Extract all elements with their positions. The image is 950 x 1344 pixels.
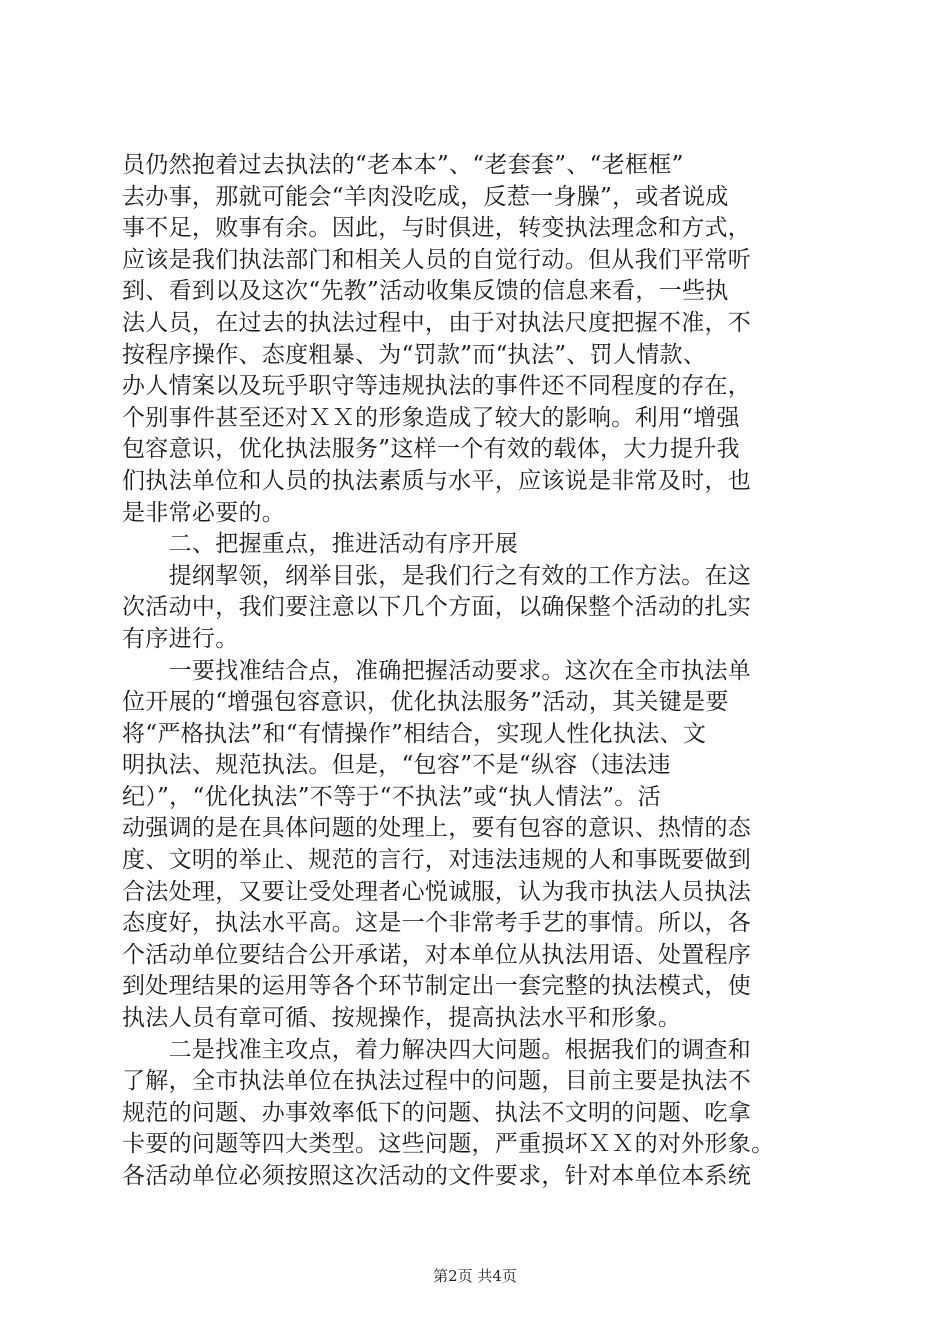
text-line: 是非常必要的。 <box>122 499 286 526</box>
text-line: 二、把握重点，推进活动有序开展 <box>122 531 519 558</box>
text-line: 到处理结果的运用等各个环节制定出一套完整的执法模式，使 <box>122 973 752 1000</box>
document-body <box>122 150 834 1193</box>
text-line: 一要找准结合点，准确把握活动要求。这次在全市执法单 <box>122 657 752 684</box>
text-line: 按程序操作、态度粗暴、为“罚款”而“执法”、罚人情款、 <box>122 341 707 368</box>
text-line: 卡要的问题等四大类型。这些问题，严重损坏ＸＸ的对外形象。 <box>122 1131 775 1158</box>
text-line: 员仍然抱着过去执法的“老本本”、“老套套”、“老框框” <box>122 152 684 178</box>
text-line: 动强调的是在具体问题的处理上，要有包容的意识、热情的态 <box>122 815 752 842</box>
text-line: 度、文明的举止、规范的言行，对违法违规的人和事既要做到 <box>122 847 752 874</box>
page-footer: 第2页 共4页 <box>433 1267 517 1285</box>
text-line: 明执法、规范执法。但是，“包容”不是“纵容（违法违 <box>122 752 671 779</box>
text-line: 态度好，执法水平高。这是一个非常考手艺的事情。所以，各 <box>122 910 752 937</box>
text-line: 到、看到以及这次“先教”活动收集反馈的信息来看，一些执 <box>122 278 729 305</box>
text-line: 提纲挈领，纲举目张，是我们行之有效的工作方法。在这 <box>122 562 752 589</box>
text-line: 执法人员有章可循、按规操作，提高执法水平和形象。 <box>122 1005 682 1032</box>
text-line: 办人情案以及玩乎职守等违规执法的事件还不同程度的存在， <box>122 373 752 400</box>
text-line: 去办事，那就可能会“羊肉没吃成，反惹一身臊”，或者说成 <box>122 183 729 210</box>
text-line: 包容意识，优化执法服务”这样一个有效的载体，大力提升我 <box>122 436 740 463</box>
text-line: 法人员，在过去的执法过程中，由于对执法尺度把握不准，不 <box>122 309 752 336</box>
text-line: 个别事件甚至还对ＸＸ的形象造成了较大的影响。利用“增强 <box>122 404 740 431</box>
text-line: 位开展的“增强包容意识，优化执法服务”活动，其关键是要 <box>122 689 729 716</box>
text-line: 们执法单位和人员的执法素质与水平，应该说是非常及时，也 <box>122 467 752 494</box>
text-line: 将“严格执法”和“有情操作”相结合，实现人性化执法、文 <box>122 720 707 747</box>
text-line: 有序进行。 <box>122 625 239 652</box>
text-line: 纪）”，“优化执法”不等于“不执法”或“执人情法”。活 <box>122 783 661 810</box>
text-line: 规范的问题、办事效率低下的问题、执法不文明的问题、吃拿 <box>122 1099 752 1126</box>
text-line: 二是找准主攻点，着力解决四大问题。根据我们的调查和 <box>122 1036 752 1063</box>
text-line: 合法处理，又要让受处理者心悦诚服，认为我市执法人员执法 <box>122 878 752 905</box>
text-line: 次活动中，我们要注意以下几个方面，以确保整个活动的扎实 <box>122 594 752 621</box>
text-line: 应该是我们执法部门和相关人员的自觉行动。但从我们平常听 <box>122 246 752 273</box>
text-line: 各活动单位必须按照这次活动的文件要求，针对本单位本系统 <box>122 1163 752 1189</box>
text-line: 事不足，败事有余。因此，与时俱进，转变执法理念和方式， <box>122 215 752 242</box>
text-line: 个活动单位要结合公开承诺，对本单位从执法用语、处置程序 <box>122 941 752 968</box>
text-line: 了解，全市执法单位在执法过程中的问题，目前主要是执法不 <box>122 1068 752 1095</box>
